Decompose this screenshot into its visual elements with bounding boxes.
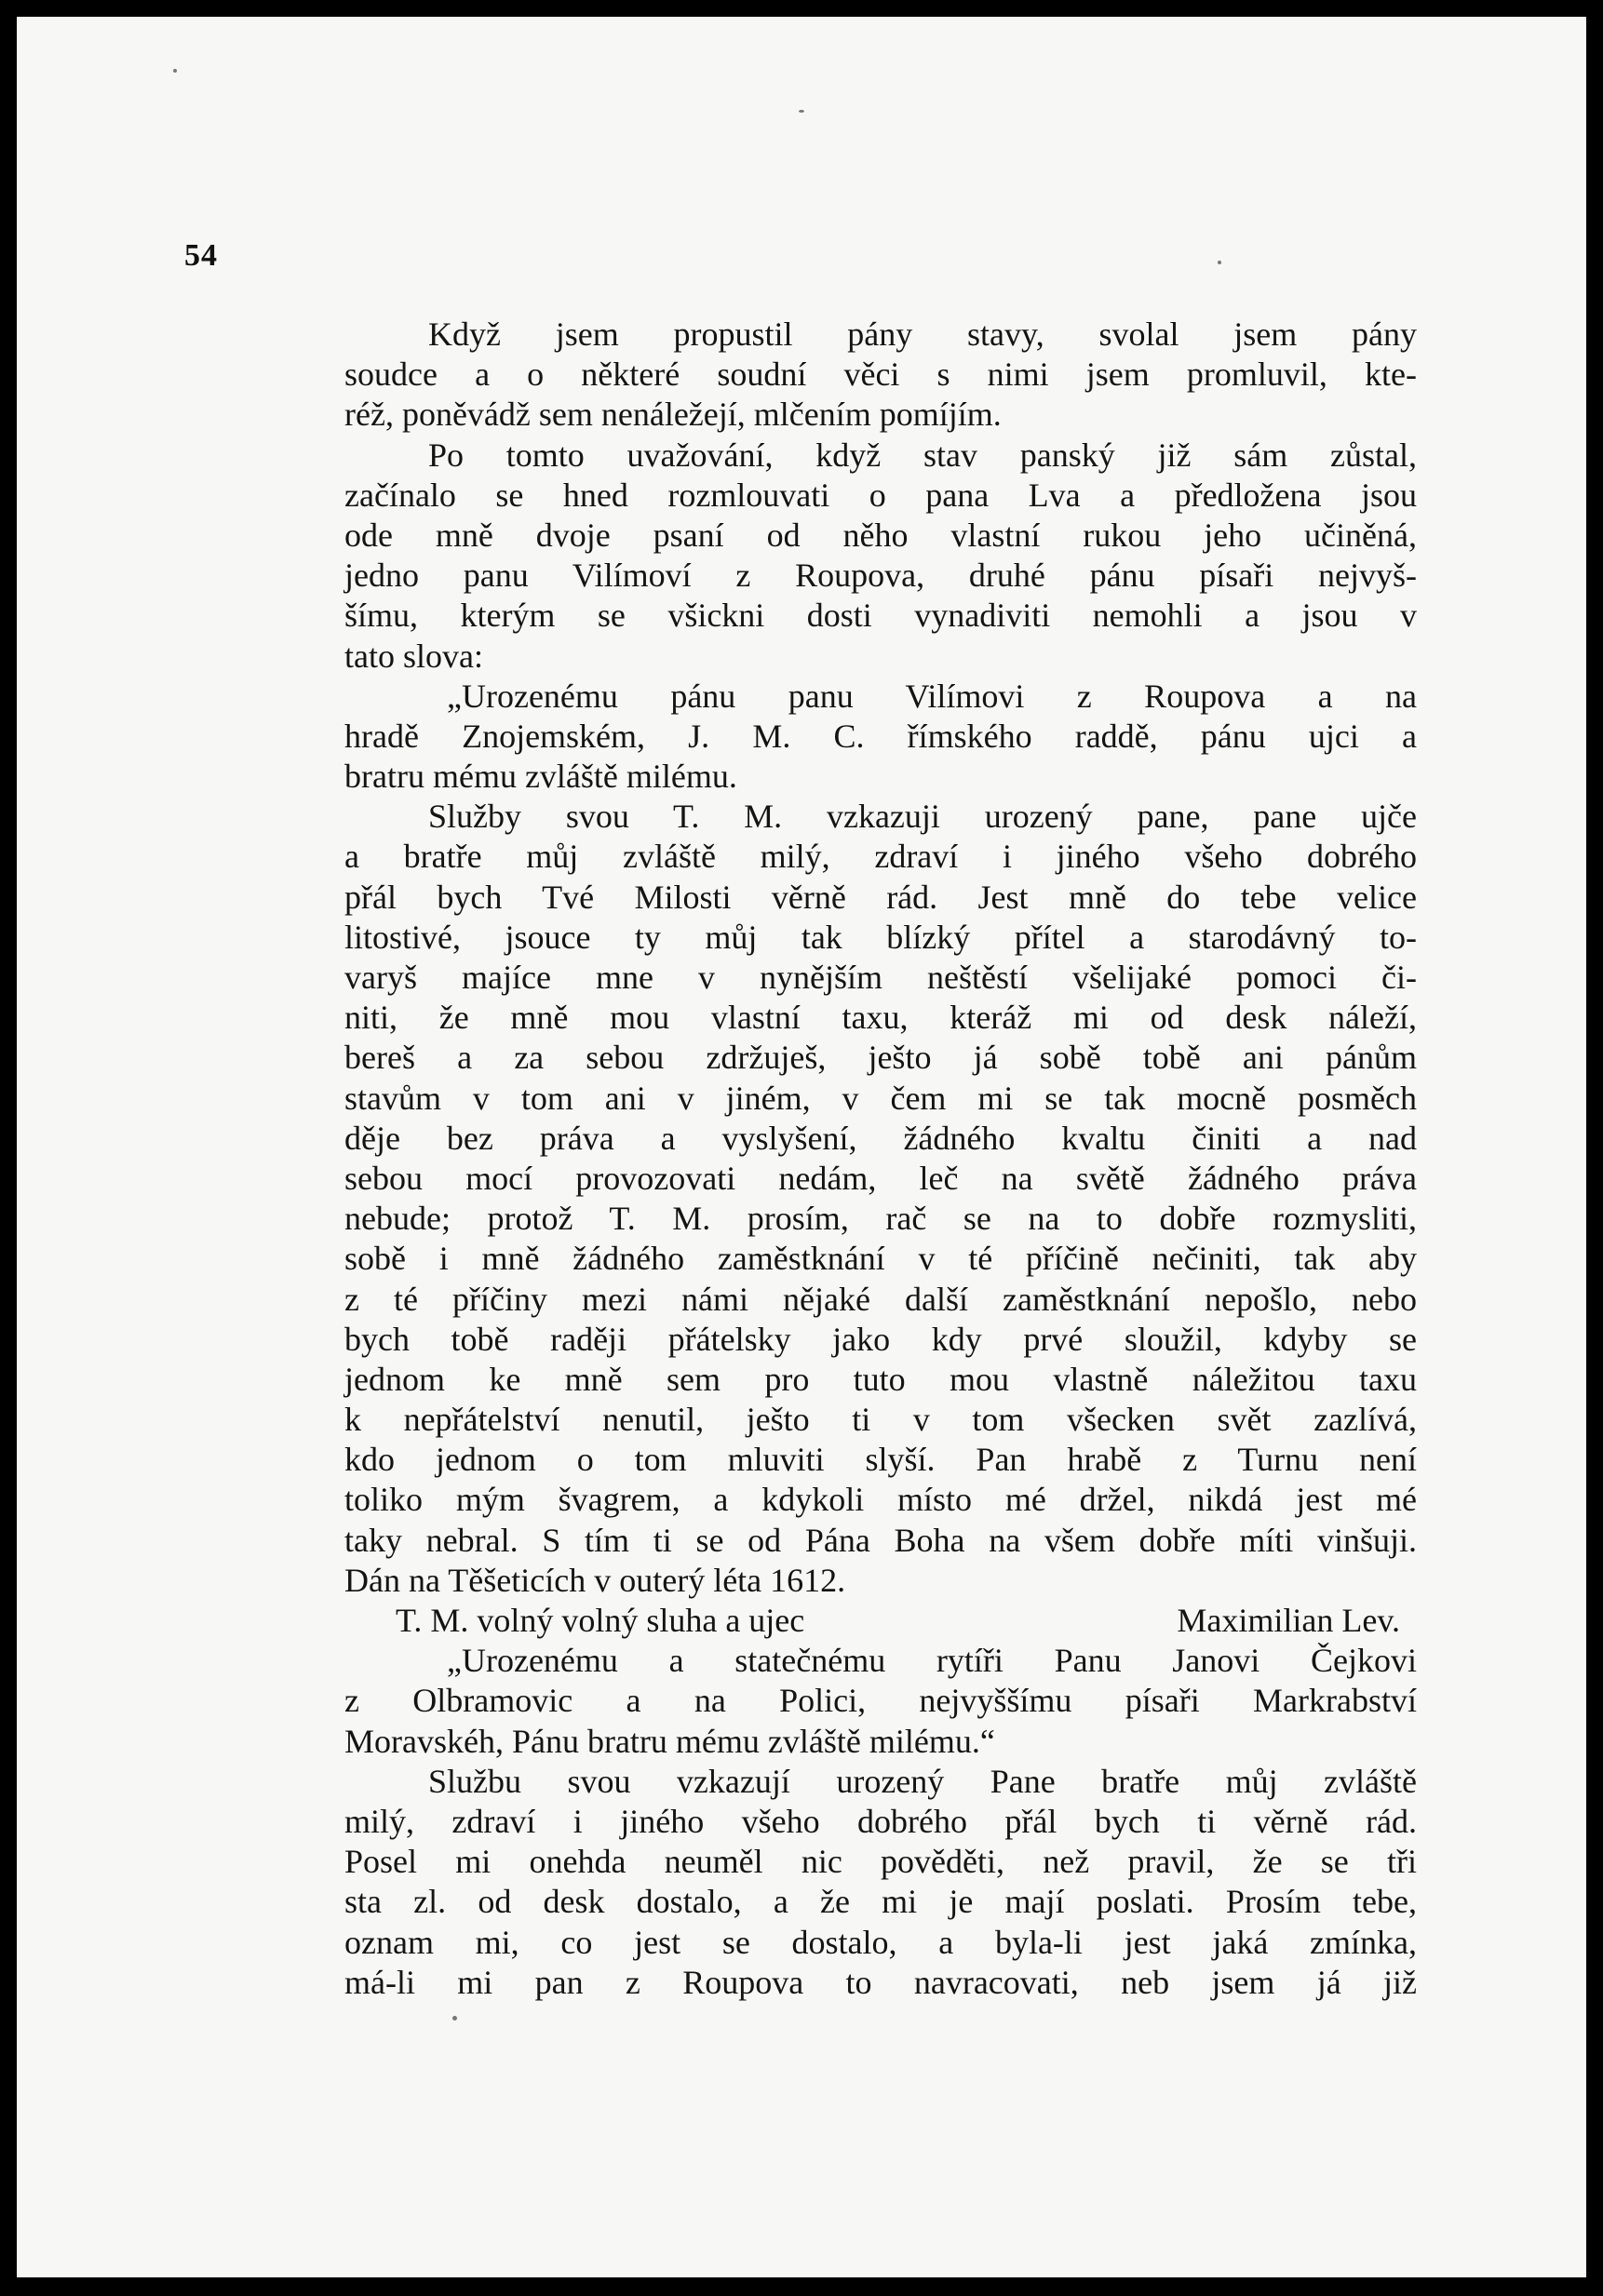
text-line: sobě i mně žádného zaměstknání v té příčině nečiniti, tak aby	[344, 1240, 1417, 1278]
text-line: niti, že mně mou vlastní taxu, kteráž mi od desk náleží,	[344, 999, 1417, 1037]
text-line: z té příčiny mezi námi nějaké další zaměstknání nepošlo, nebo	[344, 1280, 1417, 1318]
text-line: kdo jednom o tom mluviti slyší. Pan hrabě z Turnu není	[344, 1441, 1417, 1479]
text-line: jednom ke mně sem pro tuto mou vlastně náležitou taxu	[344, 1360, 1417, 1398]
text-line: sebou mocí provozovati nedám, leč na světě žádného práva	[344, 1159, 1417, 1197]
text-line: „Urozenému pánu panu Vilímovi z Roupova a na	[447, 677, 1417, 715]
signature-name: Maximilian Lev.	[1177, 1602, 1400, 1639]
text-line: Když jsem propustil pány stavy, svolal jsem pány	[428, 316, 1417, 353]
text-line: k nepřátelství nenutil, ješto ti v tom všecken svět zazlívá,	[344, 1401, 1417, 1439]
text-line: oznam mi, co jest se dostalo, a byla-li jest jaká zmínka,	[344, 1923, 1417, 1961]
signature-line	[344, 1601, 1417, 1641]
text-line: tato slova:	[344, 637, 483, 675]
body-text	[344, 315, 1417, 2003]
text-line: bratru mému zvláště milému.	[344, 758, 737, 796]
page-number: 54	[184, 238, 218, 273]
book-page	[17, 17, 1586, 2277]
text-line: a bratře můj zvláště milý, zdraví i jiného všeho dobrého	[344, 838, 1417, 876]
text-line: Po tomto uvažování, když stav panský již sám zůstal,	[428, 436, 1417, 474]
paper-speck	[452, 2016, 457, 2021]
text-line: šímu, kterým se všickni dosti vynadiviti nemohli a jsou v	[344, 597, 1417, 635]
text-line: sta zl. od desk dostalo, a že mi je mají poslati. Prosím tebe,	[344, 1883, 1417, 1921]
text-line: přál bych Tvé Milosti věrně rád. Jest mně do tebe velice	[344, 878, 1417, 916]
text-line: bereš a za sebou zdržuješ, ješto já sobě tobě ani pánům	[344, 1039, 1417, 1077]
paper-speck	[173, 69, 177, 73]
text-line: z Olbramovic a na Polici, nejvyššímu písaři Markrabství	[344, 1682, 1417, 1720]
text-line: začínalo se hned rozmlouvati o pana Lva a předložena jsou	[344, 476, 1417, 514]
text-line: varyš majíce mne v nynějším neštěstí všelijaké pomoci či-	[344, 959, 1417, 996]
text-line: bych tobě raději přátelsky jako kdy prvé sloužil, kdyby se	[344, 1320, 1417, 1358]
text-line: litostivé, jsouce ty můj tak blízký přítel a starodávný to-	[344, 918, 1417, 956]
text-section-letter-two	[344, 1641, 1417, 2003]
paper-speck	[1218, 261, 1221, 264]
text-line: Služby svou T. M. vzkazuji urozený pane, pane ujče	[428, 798, 1417, 836]
text-line: „Urozenému a statečnému rytíři Panu Janovi Čejkovi	[447, 1642, 1417, 1680]
text-line: Dán na Těšeticích v outerý léta 1612.	[344, 1561, 846, 1599]
paper-speck	[799, 110, 804, 113]
text-line: ode mně dvoje psaní od něho vlastní rukou jeho učiněná,	[344, 516, 1417, 554]
text-line: soudce a o některé soudní věci s nimi jsem promluvil, kte-	[344, 356, 1417, 394]
text-section-letter-one	[344, 315, 1417, 1601]
text-line: hradě Znojemském, J. M. C. římského raddě, pánu ujci a	[344, 717, 1417, 755]
text-line: Službu svou vzkazují urozený Pane bratře můj zvláště	[428, 1762, 1417, 1800]
text-line: stavům v tom ani v jiném, v čem mi se tak mocně posměch	[344, 1079, 1417, 1117]
text-line: Moravskéh, Pánu bratru mému zvláště milému.“	[344, 1722, 995, 1760]
text-line: má-li mi pan z Roupova to navracovati, neb jsem já již	[344, 1963, 1417, 2001]
text-line: toliko mým švagrem, a kdykoli místo mé držel, nikdá jest mé	[344, 1481, 1417, 1519]
text-line: réž, poněvádž sem nenáležejí, mlčením pomíjím.	[344, 396, 1002, 434]
text-line: taky nebral. S tím ti se od Pána Boha na všem dobře míti vinšuji.	[344, 1521, 1417, 1559]
text-line: Posel mi onehda neuměl nic pověděti, než pravil, že se tři	[344, 1843, 1417, 1881]
text-line: děje bez práva a vyslyšení, žádného kvaltu činiti a nad	[344, 1119, 1417, 1157]
text-line: jedno panu Vilímoví z Roupova, druhé pánu písaři nejvyš-	[344, 557, 1417, 595]
signature-closing: T. M. volný volný sluha a ujec	[396, 1602, 805, 1639]
text-line: nebude; protož T. M. prosím, rač se na to dobře rozmysliti,	[344, 1200, 1417, 1238]
text-line: milý, zdraví i jiného všeho dobrého přál bych ti věrně rád.	[344, 1802, 1417, 1840]
